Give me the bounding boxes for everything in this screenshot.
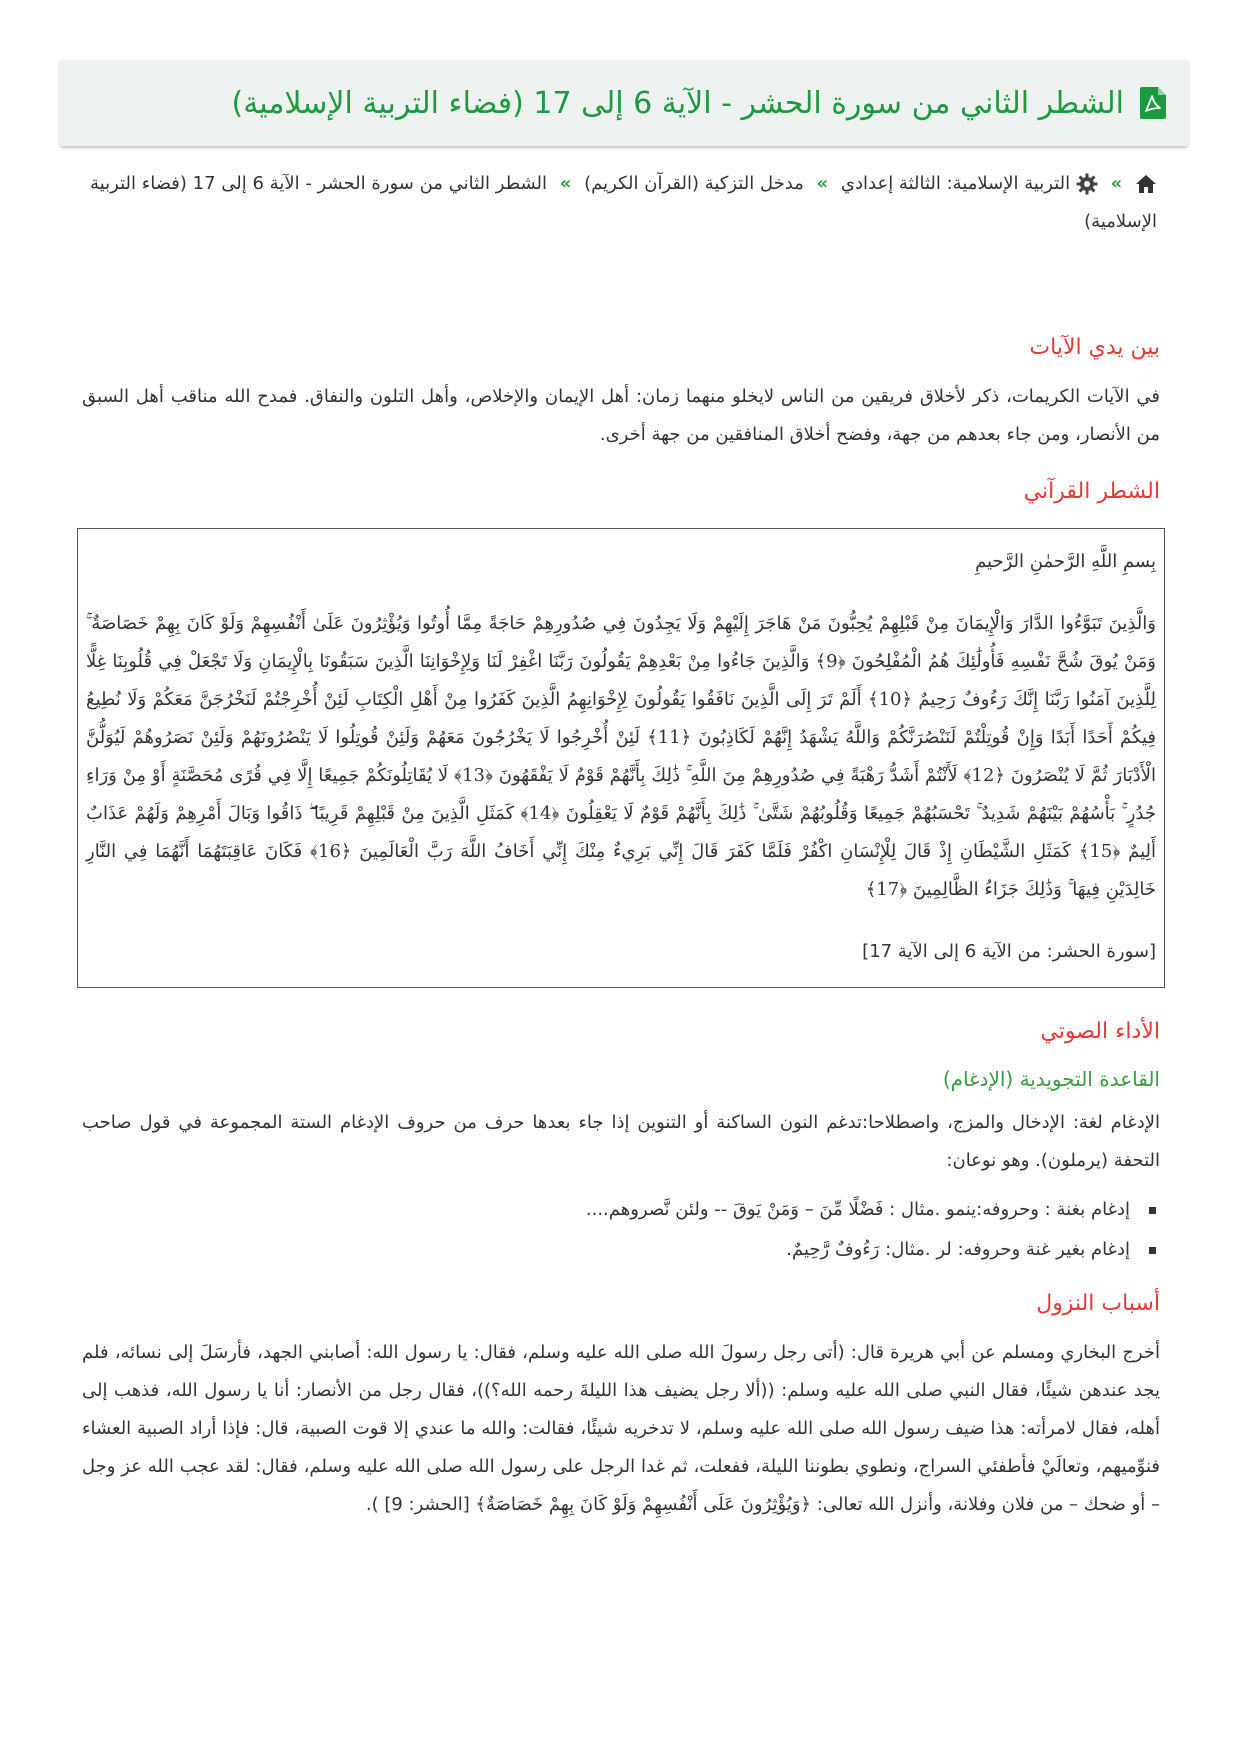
home-icon[interactable] <box>1135 174 1157 194</box>
pdf-icon[interactable] <box>1140 87 1166 119</box>
revelation-text: أخرج البخاري ومسلم عن أبي هريرة قال: (أتى رجل رسولَ الله صلى الله عليه وسلم، فقال: يا رسول الله: أصابني الجهد، فأرسَلَ إلى نسائه، فلم يجد عندهن شيئًا، فقال النبي صلى الله عليه وسلم: ((ألا رجل يضيف هذا الليلةَ رحمه الله؟))، فقال رجل من الأنصار: أنا يا رسول الله، فذهب إلى أهله، فقال لامرأته: هذا ضيف رسول الله صلى الله عليه وسلم، لا تدخريه شيئًا، فقالت: والله ما عندي إلا قوت الصبية، قال: فإذا أراد الصبية العشاء فنوِّميهم، وتعالَيْ فأطفئي السراج، ونطوي بطوننا الليلة، ففعلت، ثم غدا الرجل على رسول الله صلى الله عليه وسلم، فقال: لقد عجب الله عز وجل – أو ضحك – من فلان وفلانة، وأنزل الله تعالى: ﴿وَيُؤْثِرُونَ عَلَى أَنْفُسِهِمْ وَلَوْ كَانَ بِهِمْ خَصَاصَةٌ﴾ [الحشر: 9] ). <box>82 1342 1160 1515</box>
breadcrumb <box>67 165 1157 241</box>
quran-box <box>77 528 1165 988</box>
article-content <box>82 330 1160 1544</box>
breadcrumb-separator: » <box>816 173 829 194</box>
breadcrumb-separator: » <box>1110 173 1123 194</box>
gear-icon <box>1076 173 1098 195</box>
subheading-tajweed: القاعدة التجويدية (الإدغام) <box>942 1067 1160 1091</box>
breadcrumb-item-grade[interactable]: التربية الإسلامية: الثالثة إعدادي <box>840 173 1071 194</box>
idgham-definition: الإدغام لغة: الإدخال والمزج، واصطلاحا:تدغم النون الساكنة أو التنوين إذا جاء بعدها حرف من حروف الإدغام الستة المجموعة في قول صاحب التحفة (يرملون). وهو نوعان: <box>82 1112 1160 1171</box>
list-item: إدغام بغنة : وحروفه:ينمو .مثال : فَضْلًا مِّنَ – وَمَنْ يَوقَ -- ولئن نَّصروهم.... <box>82 1190 1130 1230</box>
heading-recitation: الأداء الصوتي <box>1040 1019 1160 1044</box>
quran-verses: وَالَّذِينَ تَبَوَّءُوا الدَّارَ وَالْإِيمَانَ مِنْ قَبْلِهِمْ يُحِبُّونَ مَنْ هَاجَرَ إِلَيْهِمْ وَلَا يَجِدُونَ فِي صُدُورِهِمْ حَاجَةً مِمَّا أُوتُوا وَيُؤْثِرُونَ عَلَىٰ أَنْفُسِهِمْ وَلَوْ كَانَ بِهِمْ خَصَاصَةٌ ۚ وَمَنْ يُوقَ شُحَّ نَفْسِهِ فَأُولَٰئِكَ هُمُ الْمُفْلِحُونَ ﴿9﴾ وَالَّذِينَ جَاءُوا مِنْ بَعْدِهِمْ يَقُولُونَ رَبَّنَا اغْفِرْ لَنَا وَلِإِخْوَانِنَا الَّذِينَ سَبَقُونَا بِالْإِيمَانِ وَلَا تَجْعَلْ فِي قُلُوبِنَا غِلًّا لِلَّذِينَ آمَنُوا رَبَّنَا إِنَّكَ رَءُوفٌ رَحِيمٌ ﴿10﴾ أَلَمْ تَرَ إِلَى الَّذِينَ نَافَقُوا يَقُولُونَ لِإِخْوَانِهِمُ الَّذِينَ كَفَرُوا مِنْ أَهْلِ الْكِتَابِ لَئِنْ أُخْرِجْتُمْ لَنَخْرُجَنَّ مَعَكُمْ وَلَا نُطِيعُ فِيكُمْ أَحَدًا أَبَدًا وَإِنْ قُوتِلْتُمْ لَنَنْصُرَنَّكُمْ وَاللَّهُ يَشْهَدُ إِنَّهُمْ لَكَاذِبُونَ ﴿11﴾ لَئِنْ أُخْرِجُوا لَا يَخْرُجُونَ مَعَهُمْ وَلَئِنْ قُوتِلُوا لَا يَنْصُرُونَهُمْ وَلَئِنْ نَصَرُوهُمْ لَيُوَلُّنَّ الْأَدْبَارَ ثُمَّ لَا يُنْصَرُونَ ﴿12﴾ لَأَنْتُمْ أَشَدُّ رَهْبَةً فِي صُدُورِهِمْ مِنَ اللَّهِ ۚ ذَٰلِكَ بِأَنَّهُمْ قَوْمٌ لَا يَفْقَهُونَ ﴿13﴾ لَا يُقَاتِلُونَكُمْ جَمِيعًا إِلَّا فِي قُرًى مُحَصَّنَةٍ أَوْ مِنْ وَرَاءِ جُدُرٍ ۚ بَأْسُهُمْ بَيْنَهُمْ شَدِيدٌ ۚ تَحْسَبُهُمْ جَمِيعًا وَقُلُوبُهُمْ شَتَّىٰ ۚ ذَٰلِكَ بِأَنَّهُمْ قَوْمٌ لَا يَعْقِلُونَ ﴿14﴾ كَمَثَلِ الَّذِينَ مِنْ قَبْلِهِمْ قَرِيبًا ۖ ذَاقُوا وَبَالَ أَمْرِهِمْ وَلَهُمْ عَذَابٌ أَلِيمٌ ﴿15﴾ كَمَثَلِ الشَّيْطَانِ إِذْ قَالَ لِلْإِنْسَانِ اكْفُرْ فَلَمَّا كَفَرَ قَالَ إِنِّي بَرِيءٌ مِنْكَ إِنِّي أَخَافُ اللَّهَ رَبَّ الْعَالَمِينَ ﴿16﴾ فَكَانَ عَاقِبَتَهُمَا أَنَّهُمَا فِي النَّارِ خَالِدَيْنِ فِيهَا ۚ وَذَٰلِكَ جَزَاءُ الظَّالِمِينَ ﴿17﴾ <box>86 613 1156 900</box>
idgham-list <box>82 1190 1160 1270</box>
intro-text: في الآيات الكريمات، ذكر لأخلاق فريقين من الناس لايخلو منهما زمان: أهل الإيمان والإخلاص، وأهل التلون والنفاق. فمدح الله مناقب أهل السبق من الأنصار، ومن جاء بعدهم من جهة، وفضح أخلاق المنافقين من جهة أخرى. <box>82 386 1160 445</box>
heading-revelation: أسباب النزول <box>1036 1291 1160 1316</box>
title-bar <box>60 60 1188 146</box>
verse-reference: [سورة الحشر: من الآية 6 إلى الآية 17] <box>862 941 1156 962</box>
heading-intro: بين يدي الآيات <box>1029 335 1160 360</box>
page-title: الشطر الثاني من سورة الحشر - الآية 6 إلى 17 (فضاء التربية الإسلامية) <box>231 85 1124 121</box>
breadcrumb-item-current: الشطر الثاني من سورة الحشر - الآية 6 إلى 17 (فضاء التربية الإسلامية) <box>90 173 1157 232</box>
basmala: بِسمِ اللَّهِ الرَّحمٰنِ الرَّحيمِ <box>975 551 1156 572</box>
list-item: إدغام بغير غنة وحروفه: لر .مثال: رَءُوفٌ رَّحِيمٌ. <box>82 1230 1130 1270</box>
heading-quran: الشطر القرآني <box>1023 479 1160 504</box>
breadcrumb-separator: » <box>559 173 572 194</box>
breadcrumb-item-unit[interactable]: مدخل التزكية (القرآن الكريم) <box>584 173 804 194</box>
